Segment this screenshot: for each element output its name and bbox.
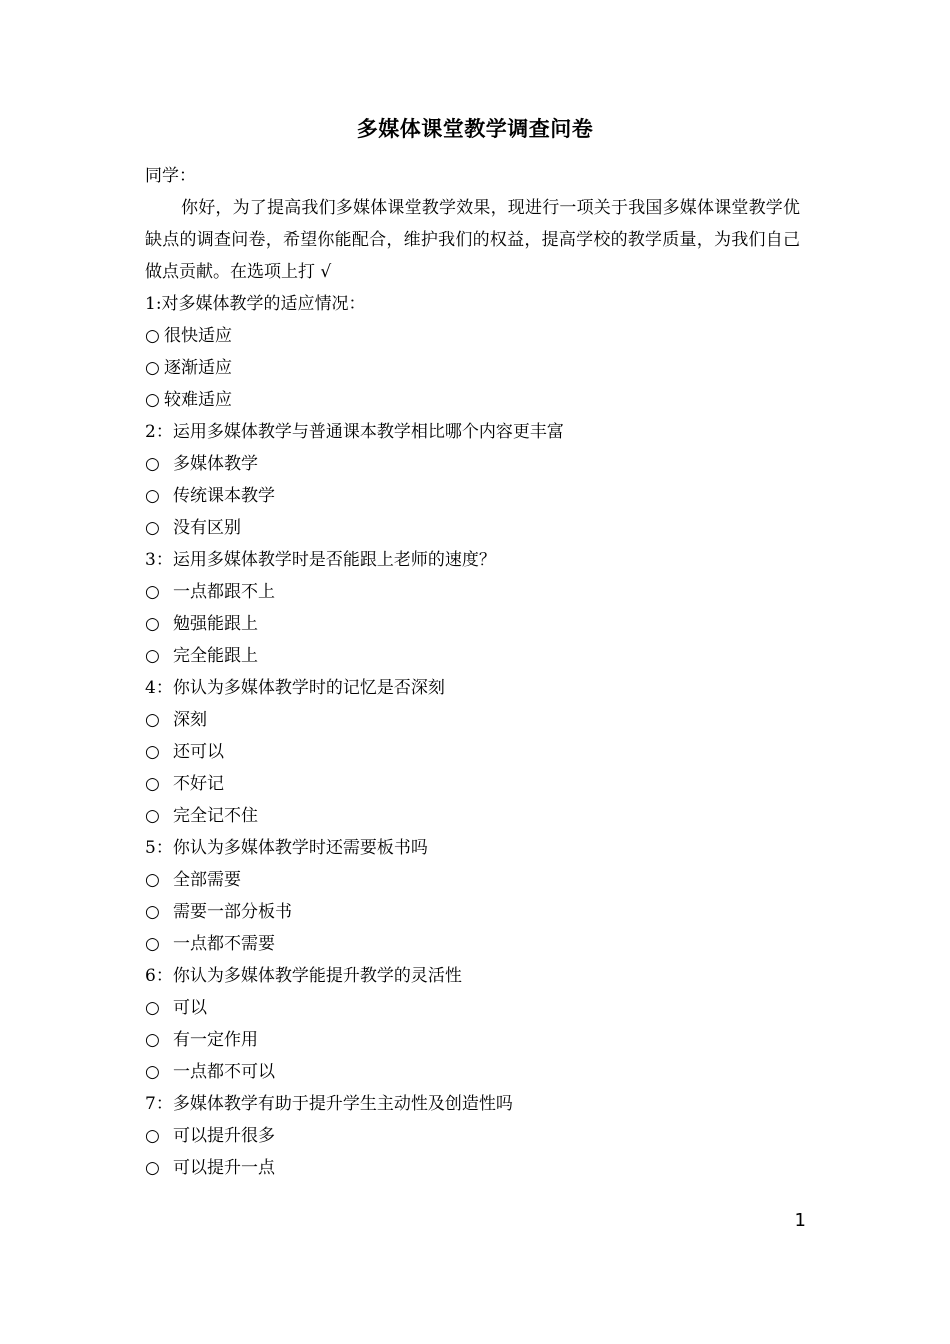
radio-circle-icon[interactable]: ○ xyxy=(145,1030,160,1050)
option[interactable] xyxy=(145,480,800,512)
option[interactable] xyxy=(145,928,800,960)
option-label: 有一定作用 xyxy=(173,1030,258,1050)
option[interactable] xyxy=(145,704,800,736)
option-label: 深刻 xyxy=(173,710,207,730)
option[interactable] xyxy=(145,1056,800,1088)
option[interactable] xyxy=(145,448,800,480)
option[interactable] xyxy=(145,608,800,640)
option-label: 多媒体教学 xyxy=(173,454,258,474)
option[interactable] xyxy=(145,1120,800,1152)
option-label: 可以 xyxy=(173,998,207,1018)
option-label: 还可以 xyxy=(173,742,224,762)
option-label: 很快适应 xyxy=(164,326,232,346)
radio-circle-icon[interactable]: ○ xyxy=(145,486,160,506)
option-label: 一点都不需要 xyxy=(173,934,275,954)
radio-circle-icon[interactable]: ○ xyxy=(145,582,160,602)
option-label: 较难适应 xyxy=(164,390,232,410)
question-3: 3：运用多媒体教学时是否能跟上老师的速度？ xyxy=(145,550,496,570)
radio-circle-icon[interactable]: ○ xyxy=(145,902,160,922)
questionnaire-body xyxy=(145,160,800,1184)
document-title: 多媒体课堂教学调查问卷 xyxy=(356,116,594,141)
option-label: 传统课本教学 xyxy=(173,486,275,506)
question-1: 1:对多媒体教学的适应情况： xyxy=(145,294,366,314)
radio-circle-icon[interactable]: ○ xyxy=(145,1062,160,1082)
option[interactable] xyxy=(145,1024,800,1056)
option[interactable] xyxy=(145,768,800,800)
radio-circle-icon[interactable]: ○ xyxy=(145,646,160,666)
radio-circle-icon[interactable]: ○ xyxy=(145,742,160,762)
question-5: 5：你认为多媒体教学时还需要板书吗 xyxy=(145,838,428,858)
option[interactable] xyxy=(145,800,800,832)
radio-circle-icon[interactable]: ○ xyxy=(145,390,160,410)
option-label: 可以提升一点 xyxy=(173,1158,275,1178)
option-label: 勉强能跟上 xyxy=(173,614,258,634)
radio-circle-icon[interactable]: ○ xyxy=(145,1126,160,1146)
radio-circle-icon[interactable]: ○ xyxy=(145,934,160,954)
radio-circle-icon[interactable]: ○ xyxy=(145,870,160,890)
option[interactable] xyxy=(145,576,800,608)
radio-circle-icon[interactable]: ○ xyxy=(145,806,160,826)
option-label: 可以提升很多 xyxy=(173,1126,275,1146)
option[interactable] xyxy=(145,352,800,384)
radio-circle-icon[interactable]: ○ xyxy=(145,710,160,730)
option[interactable] xyxy=(145,512,800,544)
option-label: 一点都不可以 xyxy=(173,1062,275,1082)
option[interactable] xyxy=(145,640,800,672)
option-label: 需要一部分板书 xyxy=(173,902,292,922)
option-label: 逐渐适应 xyxy=(164,358,232,378)
radio-circle-icon[interactable]: ○ xyxy=(145,326,160,346)
radio-circle-icon[interactable]: ○ xyxy=(145,454,160,474)
option-label: 不好记 xyxy=(173,774,224,794)
option-label: 没有区别 xyxy=(173,518,241,538)
option[interactable] xyxy=(145,320,800,352)
question-6: 6：你认为多媒体教学能提升教学的灵活性 xyxy=(145,966,462,986)
option[interactable] xyxy=(145,1152,800,1184)
radio-circle-icon[interactable]: ○ xyxy=(145,774,160,794)
option[interactable] xyxy=(145,864,800,896)
option[interactable] xyxy=(145,384,800,416)
option[interactable] xyxy=(145,896,800,928)
radio-circle-icon[interactable]: ○ xyxy=(145,1158,160,1178)
option-label: 一点都跟不上 xyxy=(173,582,275,602)
option-label: 完全能跟上 xyxy=(173,646,258,666)
radio-circle-icon[interactable]: ○ xyxy=(145,518,160,538)
question-7: 7：多媒体教学有助于提升学生主动性及创造性吗 xyxy=(145,1094,513,1114)
radio-circle-icon[interactable]: ○ xyxy=(145,358,160,378)
intro-paragraph: 你好，为了提高我们多媒体课堂教学效果，现进行一项关于我国多媒体课堂教学优缺点的调查问卷，希望你能配合，维护我们的权益，提高学校的教学质量，为我们自己做点贡献。在选项上打 √ xyxy=(145,198,800,282)
option-label: 全部需要 xyxy=(173,870,241,890)
question-4: 4：你认为多媒体教学时的记忆是否深刻 xyxy=(145,678,445,698)
greeting: 同学： xyxy=(145,166,196,186)
option-label: 完全记不住 xyxy=(173,806,258,826)
page-number: 1 xyxy=(794,1210,806,1231)
option[interactable] xyxy=(145,992,800,1024)
radio-circle-icon[interactable]: ○ xyxy=(145,998,160,1018)
option[interactable] xyxy=(145,736,800,768)
question-2: 2：运用多媒体教学与普通课本教学相比哪个内容更丰富 xyxy=(145,422,564,442)
radio-circle-icon[interactable]: ○ xyxy=(145,614,160,634)
